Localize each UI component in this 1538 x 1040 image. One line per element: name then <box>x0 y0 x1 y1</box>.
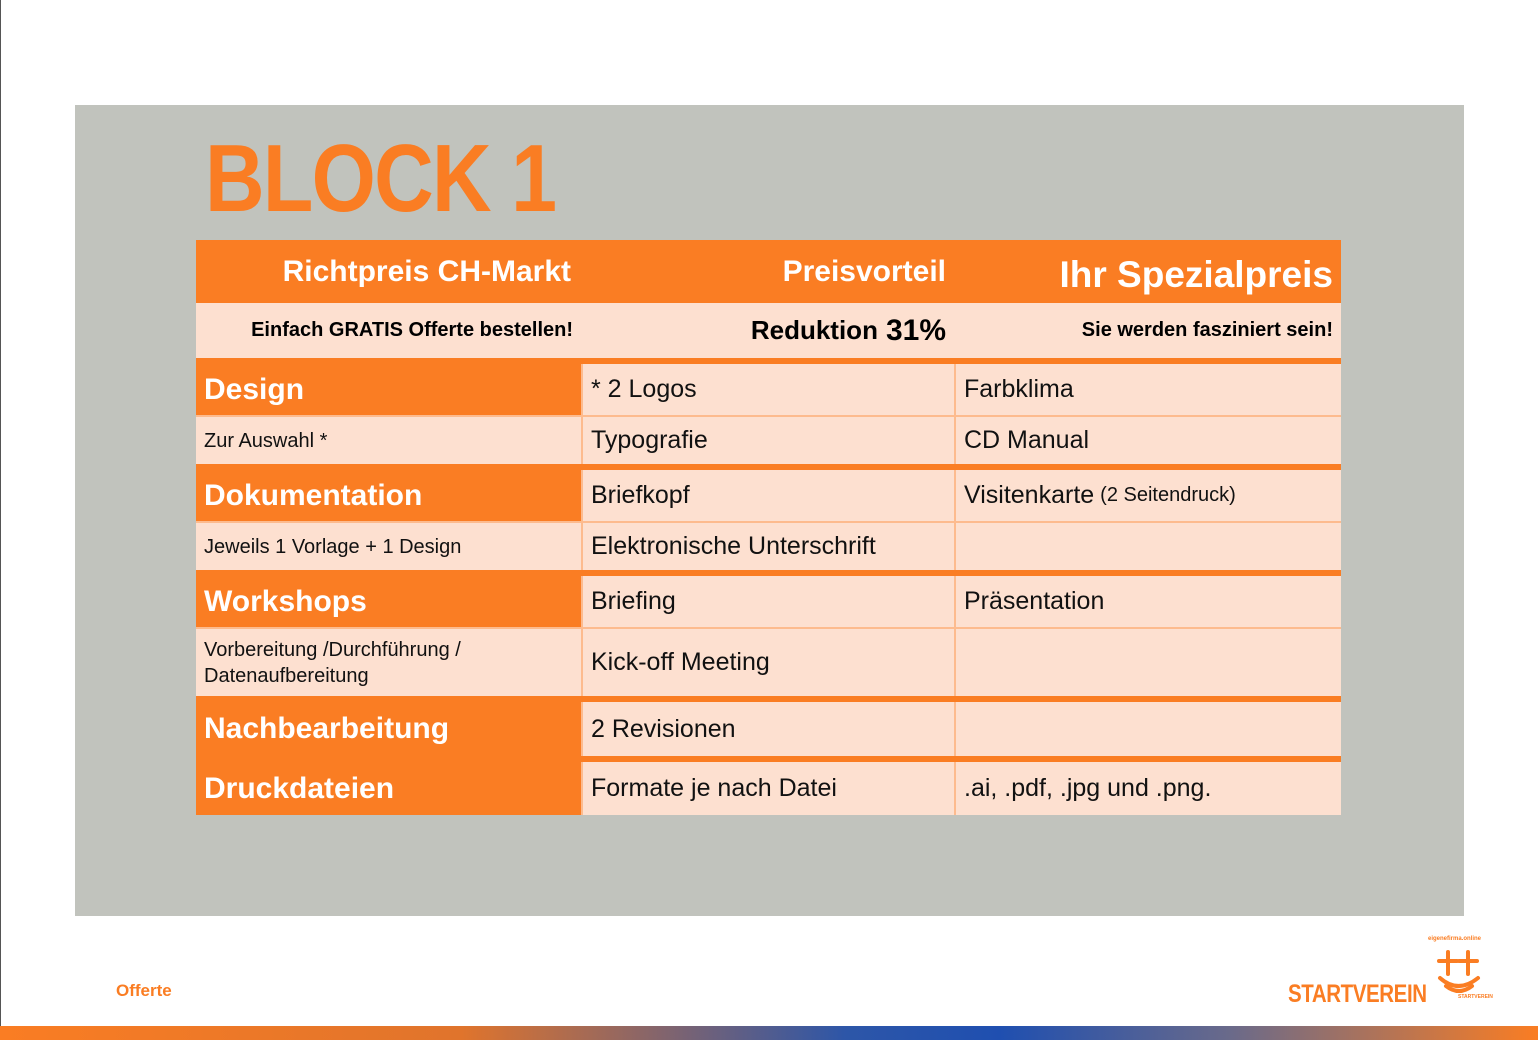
visitenkarte-label: Visitenkarte <box>964 481 1095 509</box>
logo-tagline: eigenefirma.online <box>1428 936 1482 942</box>
design-item-typografie: Typografie <box>581 417 954 464</box>
reduction-value: 31% <box>885 313 946 347</box>
design-item-farbklima: Farbklima <box>954 364 1341 415</box>
bottom-gradient-bar <box>0 1026 1538 1040</box>
subheader-offer-text: Einfach GRATIS Offerte bestellen! <box>251 319 573 341</box>
doc-item-empty <box>954 523 1341 570</box>
price-table <box>196 240 1341 815</box>
workshop-item-praesentation: Präsentation <box>954 576 1341 627</box>
page-border <box>0 0 1 1040</box>
section-workshops-row <box>196 576 1341 627</box>
category-dokumentation: Dokumentation <box>196 470 581 521</box>
doc-item-unterschrift: Elektronische Unterschrift <box>581 523 954 570</box>
design-sub-label: Zur Auswahl * <box>196 417 581 464</box>
druck-item-filetypes: .ai, .pdf, .jpg und .png. <box>954 762 1341 815</box>
workshop-sub-label: Vorbereitung /Durchführung / Datenaufbereitung <box>196 629 581 696</box>
header-spezialpreis: Ihr Spezialpreis <box>954 240 1341 303</box>
category-design: Design <box>196 364 581 415</box>
block-title: BLOCK 1 <box>205 125 556 232</box>
logo-subtext: STARTVEREIN <box>1458 994 1493 1000</box>
nach-item-revisionen: 2 Revisionen <box>581 702 954 756</box>
doc-item-briefkopf: Briefkopf <box>581 470 954 521</box>
section-workshops-subrow <box>196 629 1341 696</box>
startverein-logo <box>1286 932 1496 1007</box>
doc-item-visitenkarte <box>954 470 1341 521</box>
footer-label: Offerte <box>116 981 172 1000</box>
category-druckdateien: Druckdateien <box>196 762 581 815</box>
anchor-plus-icon <box>1434 944 1490 996</box>
visitenkarte-note: (2 Seitendruck) <box>1100 484 1236 506</box>
section-druckdateien-row <box>196 762 1341 815</box>
header-preisvorteil: Preisvorteil <box>581 240 954 303</box>
section-dokumentation-subrow <box>196 523 1341 570</box>
workshop-item-empty <box>954 629 1341 696</box>
nach-item-empty <box>954 702 1341 756</box>
section-nachbearbeitung-row <box>196 702 1341 756</box>
category-workshops: Workshops <box>196 576 581 627</box>
design-item-cd-manual: CD Manual <box>954 417 1341 464</box>
category-nachbearbeitung: Nachbearbeitung <box>196 702 581 756</box>
doc-sub-label: Jeweils 1 Vorlage + 1 Design <box>196 523 581 570</box>
reduction-label: Reduktion <box>750 315 878 345</box>
section-dokumentation-row <box>196 470 1341 521</box>
design-item-logos: * 2 Logos <box>581 364 954 415</box>
subheader-fascinated: Sie werden fasziniert sein! <box>954 303 1341 358</box>
table-header-row <box>196 240 1341 303</box>
table-subheader-row <box>196 303 1341 358</box>
section-design-subrow <box>196 417 1341 464</box>
workshop-item-briefing: Briefing <box>581 576 954 627</box>
druck-item-formate: Formate je nach Datei <box>581 762 954 815</box>
section-design-row <box>196 364 1341 415</box>
workshop-item-kickoff: Kick-off Meeting <box>581 629 954 696</box>
subheader-reduction <box>581 303 954 358</box>
logo-wordmark: STARTVEREIN <box>1288 980 1427 1008</box>
header-richtpreis: Richtpreis CH-Markt <box>282 254 571 288</box>
